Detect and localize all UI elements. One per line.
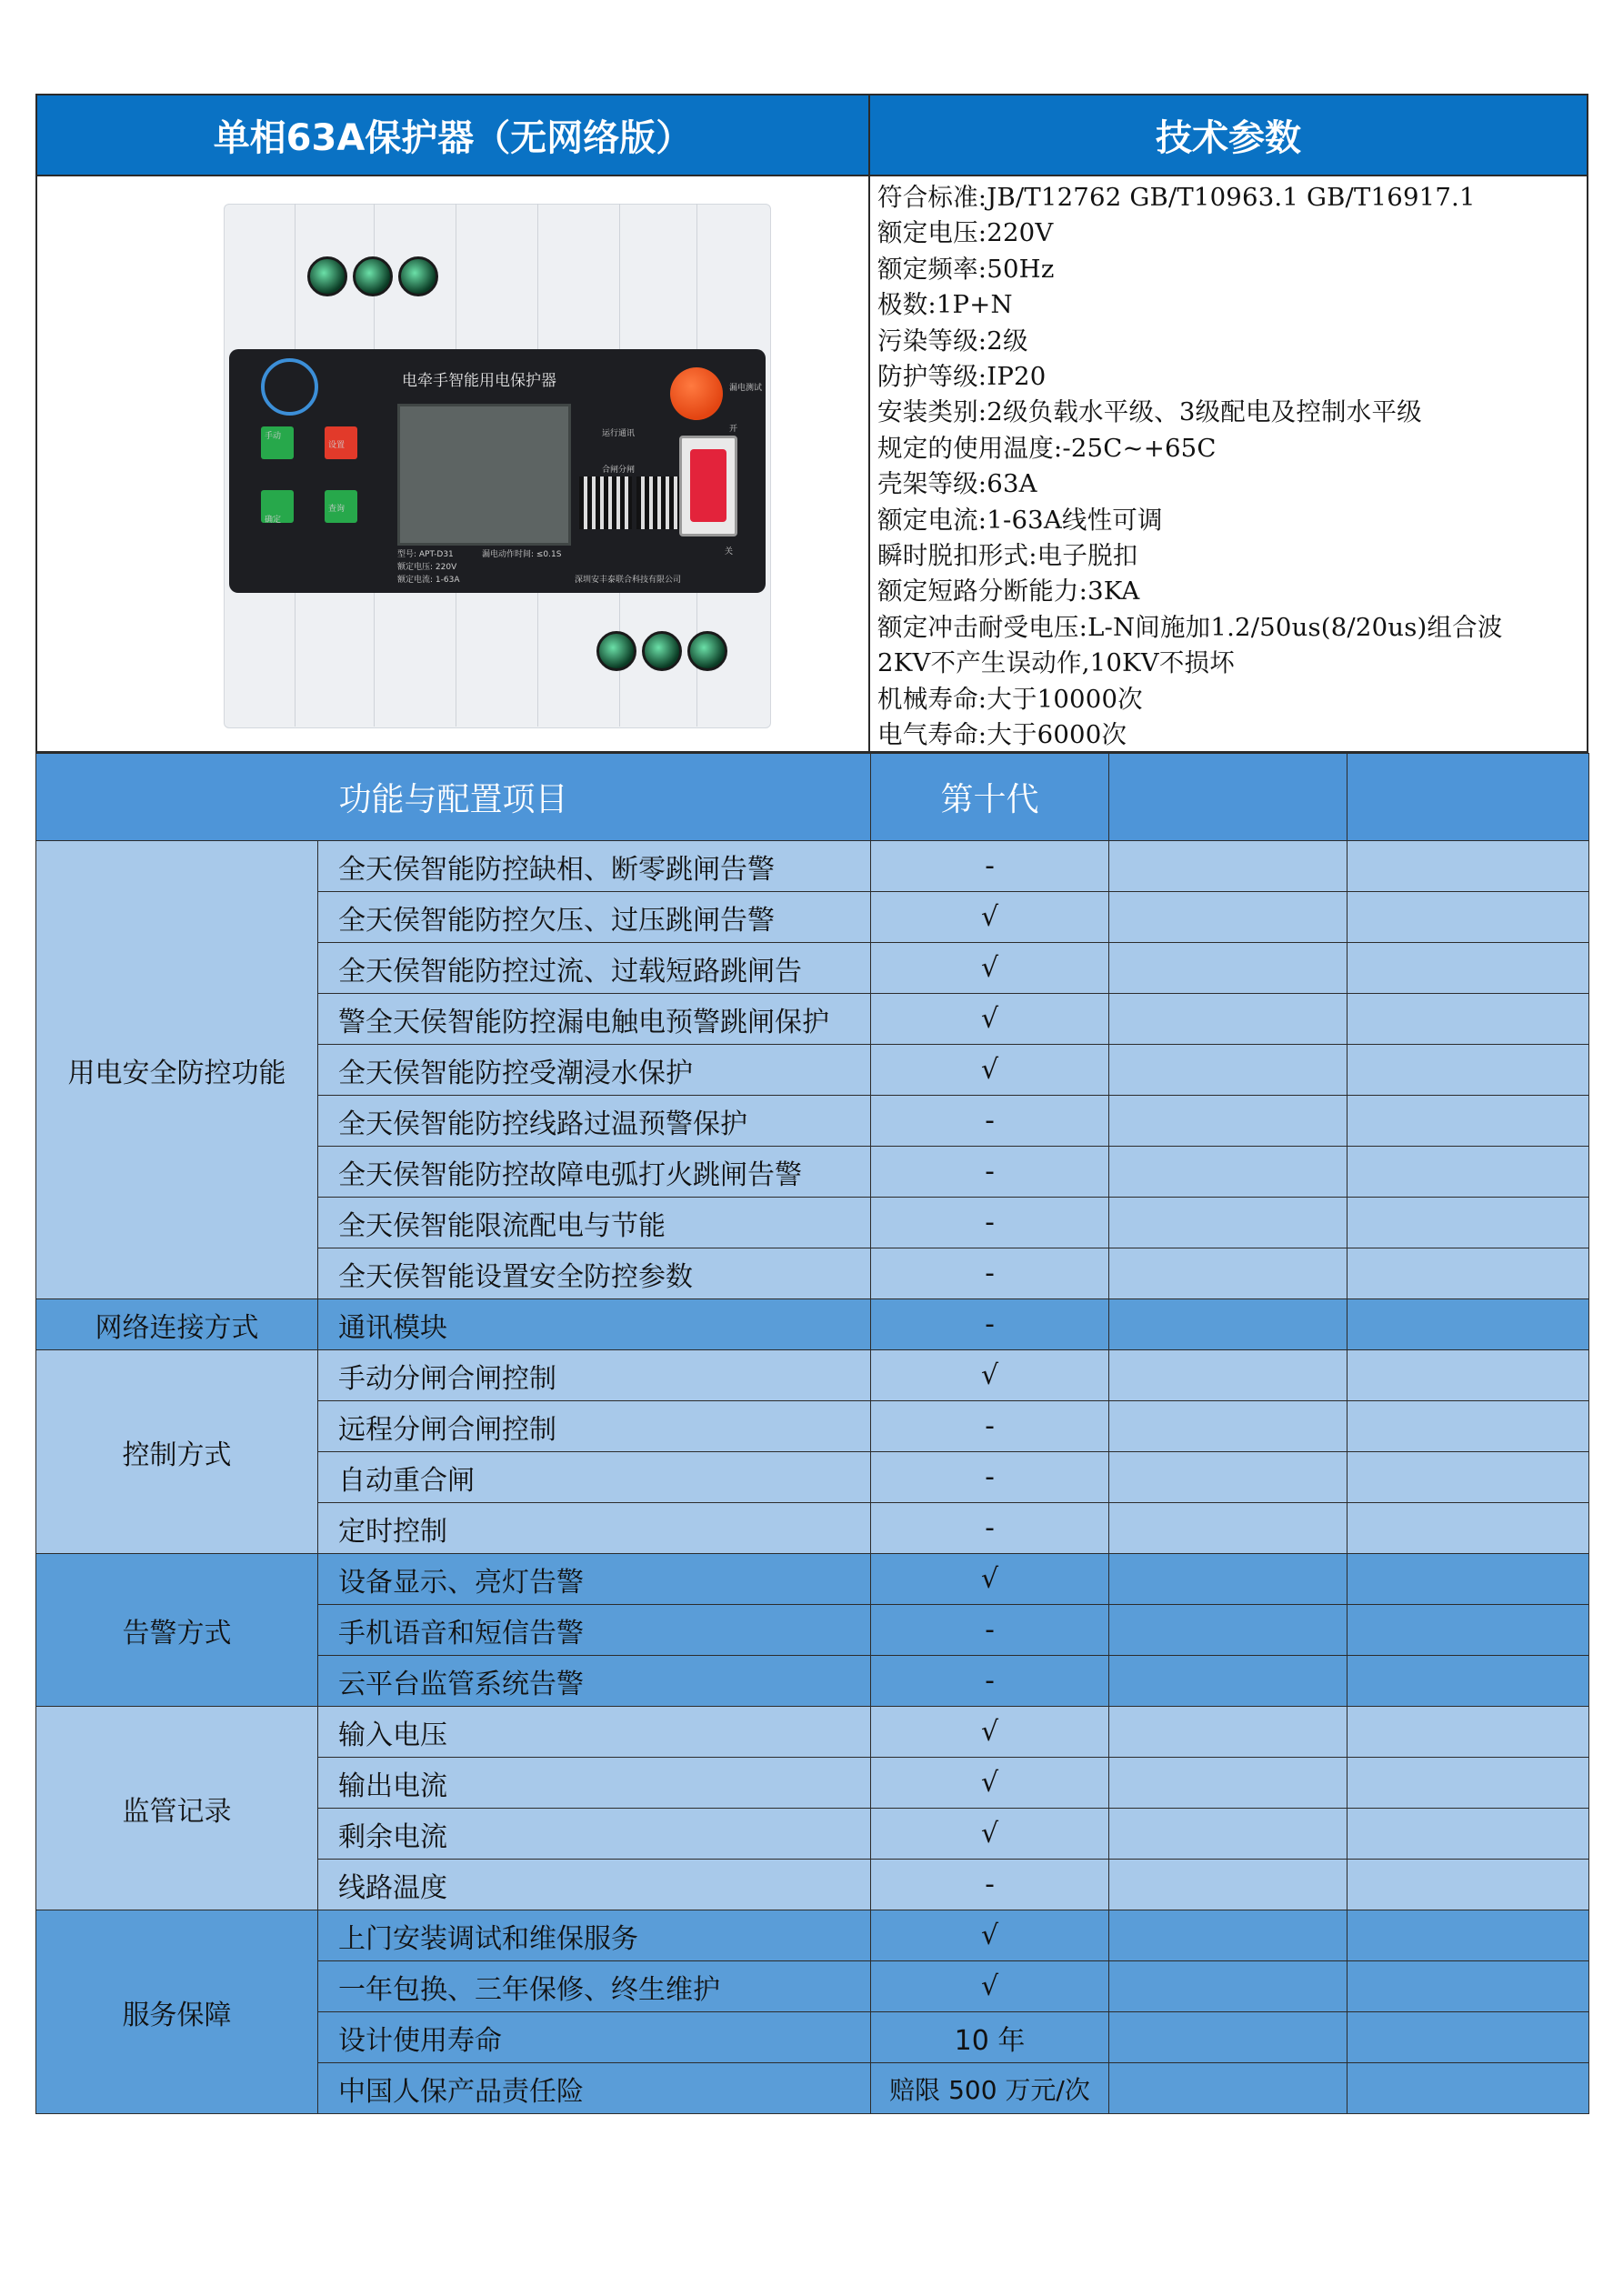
spec-line: 防护等级:IP20 bbox=[877, 362, 1047, 392]
value-cell: √ bbox=[871, 994, 1109, 1045]
category-cell: 告警方式 bbox=[36, 1554, 318, 1707]
spec-line: 规定的使用温度:-25C~+65C bbox=[877, 433, 1217, 463]
table-row bbox=[36, 1350, 1589, 1401]
value-cell: - bbox=[871, 1147, 1109, 1198]
feature-cell: 线路温度 bbox=[318, 1860, 871, 1910]
empty-cell bbox=[1347, 1605, 1589, 1656]
empty-cell bbox=[1109, 1096, 1347, 1147]
empty-cell bbox=[1347, 1809, 1589, 1860]
run-comm-label: 运行通讯 bbox=[602, 429, 636, 438]
spec-line: 2KV不产生误动作,10KV不损坏 bbox=[877, 648, 1235, 678]
feature-cell: 输入电压 bbox=[318, 1707, 871, 1758]
empty-cell bbox=[1347, 1503, 1589, 1554]
product-photo bbox=[35, 176, 870, 753]
empty-cell bbox=[1347, 1554, 1589, 1605]
empty-cell bbox=[1109, 1554, 1347, 1605]
terminal-screw-icon bbox=[307, 256, 347, 296]
empty-cell bbox=[1347, 1961, 1589, 2012]
terminal-screw-icon bbox=[353, 256, 393, 296]
empty-cell bbox=[1109, 1147, 1347, 1198]
settings-label: 设置 bbox=[328, 441, 346, 450]
empty-cell bbox=[1109, 1248, 1347, 1299]
empty-cell bbox=[1109, 892, 1347, 943]
value-cell: 10 年 bbox=[871, 2012, 1109, 2063]
empty-cell bbox=[1347, 1452, 1589, 1503]
category-cell: 控制方式 bbox=[36, 1350, 318, 1554]
spec-line: 电气寿命:大于6000次 bbox=[877, 720, 1127, 750]
panel-title: 电牵手智能用电保护器 bbox=[402, 372, 556, 390]
value-cell: - bbox=[871, 1401, 1109, 1452]
feature-cell: 自动重合闸 bbox=[318, 1452, 871, 1503]
trip-close-label: 合闸分闸 bbox=[602, 466, 636, 475]
category-cell: 用电安全防控功能 bbox=[36, 841, 318, 1299]
spec-line: 安装类别:2级负载水平级、3级配电及控制水平级 bbox=[877, 397, 1422, 427]
spec-line: 额定短路分断能力:3KA bbox=[877, 577, 1140, 607]
confirm-label: 确定 bbox=[265, 516, 282, 525]
terminal-screw-icon bbox=[687, 631, 727, 671]
qr-code-icon bbox=[579, 476, 632, 529]
empty-header-cell bbox=[1109, 754, 1347, 841]
feature-cell: 云平台监管系统告警 bbox=[318, 1656, 871, 1707]
switch-off-label: 关 bbox=[725, 547, 734, 556]
value-cell: - bbox=[871, 1452, 1109, 1503]
value-cell: √ bbox=[871, 1554, 1109, 1605]
spec-line: 额定冲击耐受电压:L-N间施加1.2/50us(8/20us)组合波 bbox=[877, 612, 1503, 642]
empty-cell bbox=[1347, 1248, 1589, 1299]
empty-cell bbox=[1109, 994, 1347, 1045]
value-cell: - bbox=[871, 1299, 1109, 1350]
empty-cell bbox=[1347, 1350, 1589, 1401]
category-cell: 监管记录 bbox=[36, 1707, 318, 1910]
value-cell: √ bbox=[871, 1910, 1109, 1961]
product-spec-section bbox=[35, 176, 1588, 753]
power-switch-icon bbox=[679, 436, 737, 536]
features-header: 功能与配置项目 bbox=[36, 754, 871, 841]
empty-cell bbox=[1109, 1605, 1347, 1656]
product-title: 单相63A保护器（无网络版） bbox=[35, 94, 870, 176]
feature-cell: 全天侯智能限流配电与节能 bbox=[318, 1198, 871, 1248]
empty-cell bbox=[1109, 1350, 1347, 1401]
empty-cell bbox=[1109, 2063, 1347, 2114]
terminal-screw-icon bbox=[596, 631, 636, 671]
empty-cell bbox=[1109, 1198, 1347, 1248]
feature-cell: 全天侯智能防控受潮浸水保护 bbox=[318, 1045, 871, 1096]
value-cell: √ bbox=[871, 1045, 1109, 1096]
feature-cell: 全天侯智能防控线路过温预警保护 bbox=[318, 1096, 871, 1147]
device-illustration bbox=[224, 204, 769, 727]
empty-cell bbox=[1347, 892, 1589, 943]
empty-cell bbox=[1109, 1961, 1347, 2012]
terminal-screw-icon bbox=[398, 256, 438, 296]
empty-cell bbox=[1347, 1758, 1589, 1809]
table-row bbox=[36, 1910, 1589, 1961]
value-cell: - bbox=[871, 1096, 1109, 1147]
feature-cell: 定时控制 bbox=[318, 1503, 871, 1554]
query-label: 查询 bbox=[328, 505, 346, 514]
feature-cell: 全天侯智能防控缺相、断零跳闸告警 bbox=[318, 841, 871, 892]
value-cell: 赔限 500 万元/次 bbox=[871, 2063, 1109, 2114]
feature-cell: 全天侯智能防控欠压、过压跳闸告警 bbox=[318, 892, 871, 943]
feature-cell: 警全天侯智能防控漏电触电预警跳闸保护 bbox=[318, 994, 871, 1045]
feature-cell: 全天侯智能防控故障电弧打火跳闸告警 bbox=[318, 1147, 871, 1198]
feature-cell: 全天侯智能设置安全防控参数 bbox=[318, 1248, 871, 1299]
feature-cell: 上门安装调试和维保服务 bbox=[318, 1910, 871, 1961]
spec-title: 技术参数 bbox=[870, 94, 1588, 176]
spec-line: 额定电流:1-63A线性可调 bbox=[877, 505, 1163, 535]
empty-cell bbox=[1347, 1656, 1589, 1707]
empty-cell bbox=[1347, 2012, 1589, 2063]
empty-cell bbox=[1347, 1910, 1589, 1961]
empty-cell bbox=[1109, 1045, 1347, 1096]
empty-cell bbox=[1109, 841, 1347, 892]
model-text: 型号: APT-D31 bbox=[397, 550, 454, 559]
value-cell: - bbox=[871, 1198, 1109, 1248]
feature-cell: 剩余电流 bbox=[318, 1809, 871, 1860]
feature-cell: 通讯模块 bbox=[318, 1299, 871, 1350]
category-cell: 网络连接方式 bbox=[36, 1299, 318, 1350]
value-cell: √ bbox=[871, 1350, 1109, 1401]
empty-cell bbox=[1347, 1707, 1589, 1758]
empty-cell bbox=[1109, 1656, 1347, 1707]
empty-cell bbox=[1109, 1910, 1347, 1961]
empty-cell bbox=[1109, 1452, 1347, 1503]
empty-cell bbox=[1347, 994, 1589, 1045]
value-cell: - bbox=[871, 1503, 1109, 1554]
maker-text: 深圳安丰泰联合科技有限公司 bbox=[575, 576, 682, 585]
empty-cell bbox=[1347, 1860, 1589, 1910]
generation-header: 第十代 bbox=[871, 754, 1109, 841]
sheet-header bbox=[35, 94, 1588, 176]
empty-cell bbox=[1109, 1401, 1347, 1452]
feature-table-header bbox=[36, 754, 1589, 841]
feature-cell: 设备显示、亮灯告警 bbox=[318, 1554, 871, 1605]
empty-cell bbox=[1347, 1198, 1589, 1248]
spec-line: 额定电压:220V bbox=[877, 218, 1054, 248]
empty-cell bbox=[1109, 1860, 1347, 1910]
brand-logo-icon bbox=[261, 358, 318, 416]
spec-line: 瞬时脱扣形式:电子脱扣 bbox=[877, 541, 1138, 571]
voltage-text: 额定电压: 220V bbox=[397, 563, 457, 572]
value-cell: √ bbox=[871, 1961, 1109, 2012]
empty-cell bbox=[1347, 1045, 1589, 1096]
value-cell: √ bbox=[871, 892, 1109, 943]
empty-header-cell bbox=[1347, 754, 1589, 841]
feature-cell: 一年包换、三年保修、终生维护 bbox=[318, 1961, 871, 2012]
feature-cell: 手动分闸合闸控制 bbox=[318, 1350, 871, 1401]
lcd-screen bbox=[397, 404, 571, 546]
table-row bbox=[36, 1554, 1589, 1605]
manual-label: 手动 bbox=[265, 432, 282, 441]
feature-cell: 中国人保产品责任险 bbox=[318, 2063, 871, 2114]
leak-test-label: 漏电测试 bbox=[729, 384, 763, 393]
device-front-panel bbox=[229, 349, 766, 593]
empty-cell bbox=[1347, 841, 1589, 892]
value-cell: √ bbox=[871, 1707, 1109, 1758]
terminal-screw-icon bbox=[642, 631, 682, 671]
empty-cell bbox=[1109, 1707, 1347, 1758]
feature-cell: 输出电流 bbox=[318, 1758, 871, 1809]
empty-cell bbox=[1109, 1809, 1347, 1860]
feature-cell: 手机语音和短信告警 bbox=[318, 1605, 871, 1656]
feature-table bbox=[35, 753, 1589, 2114]
spec-line: 机械寿命:大于10000次 bbox=[877, 684, 1143, 714]
switch-on-label: 开 bbox=[729, 425, 738, 434]
feature-cell: 全天侯智能防控过流、过载短路跳闸告 bbox=[318, 943, 871, 994]
empty-cell bbox=[1109, 2012, 1347, 2063]
empty-cell bbox=[1109, 1503, 1347, 1554]
value-cell: √ bbox=[871, 1809, 1109, 1860]
value-cell: √ bbox=[871, 943, 1109, 994]
table-row bbox=[36, 841, 1589, 892]
empty-cell bbox=[1109, 943, 1347, 994]
value-cell: - bbox=[871, 1248, 1109, 1299]
table-row bbox=[36, 1707, 1589, 1758]
empty-cell bbox=[1347, 1147, 1589, 1198]
table-row bbox=[36, 1299, 1589, 1350]
spec-line: 极数:1P+N bbox=[877, 290, 1013, 320]
value-cell: - bbox=[871, 1656, 1109, 1707]
feature-cell: 设计使用寿命 bbox=[318, 2012, 871, 2063]
spec-sheet bbox=[35, 94, 1588, 2114]
spec-line: 符合标准:JB/T12762 GB/T10963.1 GB/T16917.1 bbox=[877, 183, 1476, 212]
value-cell: - bbox=[871, 1860, 1109, 1910]
tech-spec-list bbox=[870, 176, 1588, 753]
value-cell: - bbox=[871, 841, 1109, 892]
empty-cell bbox=[1347, 1096, 1589, 1147]
category-cell: 服务保障 bbox=[36, 1910, 318, 2114]
leak-time-text: 漏电动作时间: ≤0.1S bbox=[482, 550, 562, 559]
empty-cell bbox=[1347, 1299, 1589, 1350]
empty-cell bbox=[1109, 1758, 1347, 1809]
empty-cell bbox=[1347, 1401, 1589, 1452]
empty-cell bbox=[1109, 1299, 1347, 1350]
feature-cell: 远程分闸合闸控制 bbox=[318, 1401, 871, 1452]
spec-line: 额定频率:50Hz bbox=[877, 254, 1055, 284]
current-text: 额定电流: 1-63A bbox=[397, 576, 460, 585]
empty-cell bbox=[1347, 943, 1589, 994]
empty-cell bbox=[1347, 2063, 1589, 2114]
leak-test-knob-icon bbox=[670, 367, 723, 420]
spec-line: 壳架等级:63A bbox=[877, 469, 1037, 499]
value-cell: - bbox=[871, 1605, 1109, 1656]
spec-line: 污染等级:2级 bbox=[877, 326, 1028, 356]
value-cell: √ bbox=[871, 1758, 1109, 1809]
